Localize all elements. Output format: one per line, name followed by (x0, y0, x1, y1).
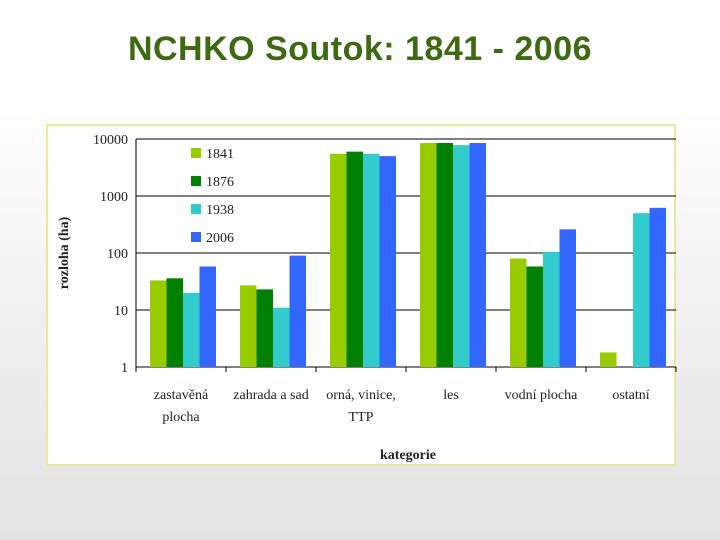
bar-1938 (543, 252, 560, 367)
x-category-label: TTP (348, 410, 374, 425)
x-category-label: plocha (162, 410, 200, 425)
bar-2006 (290, 256, 307, 367)
bar-2006 (470, 143, 487, 367)
chart-frame (46, 124, 676, 466)
y-tick-label: 10 (114, 304, 128, 319)
bar-1876 (347, 152, 364, 367)
legend-label: 1841 (206, 147, 234, 162)
bar-1841 (600, 352, 617, 367)
bar-1841 (150, 280, 167, 367)
y-tick-label: 100 (107, 247, 128, 262)
bar-1876 (167, 278, 184, 367)
bar-1841 (330, 154, 347, 367)
x-category-label: les (443, 388, 459, 403)
bar-1841 (420, 143, 437, 367)
y-tick-label: 1 (121, 361, 128, 376)
legend-swatch (191, 148, 201, 158)
x-category-label: zastavěná (153, 388, 209, 403)
bar-1876 (257, 289, 274, 367)
bar-1938 (363, 154, 380, 367)
x-axis-title: kategorie (380, 448, 436, 463)
bar-1876 (437, 143, 454, 367)
x-category-label: orná, vinice, (326, 388, 396, 403)
bar-1841 (240, 285, 257, 367)
y-tick-label: 1000 (100, 190, 128, 205)
bar-2006 (200, 266, 217, 367)
bar-1938 (273, 308, 290, 367)
y-tick-label: 10000 (93, 133, 128, 148)
bar-1938 (633, 213, 650, 367)
legend-swatch (191, 204, 201, 214)
bar-2006 (650, 208, 667, 367)
x-category-label: zahrada a sad (233, 388, 309, 403)
legend-swatch (191, 232, 201, 242)
legend-swatch (191, 176, 201, 186)
bar-chart (48, 126, 678, 468)
slide-title: NCHKO Soutok: 1841 - 2006 (127, 30, 593, 68)
bar-1876 (527, 266, 544, 367)
bar-2006 (560, 229, 577, 367)
bar-1841 (510, 259, 527, 367)
x-category-label: vodní plocha (504, 388, 578, 403)
x-category-label: ostatní (612, 388, 650, 403)
bar-2006 (380, 156, 397, 367)
legend-label: 2006 (206, 231, 234, 246)
legend-label: 1938 (206, 203, 234, 218)
y-axis-title: rozloha (ha) (57, 216, 72, 290)
bar-1938 (453, 145, 470, 367)
legend-label: 1876 (206, 175, 234, 190)
bar-1938 (183, 293, 200, 367)
